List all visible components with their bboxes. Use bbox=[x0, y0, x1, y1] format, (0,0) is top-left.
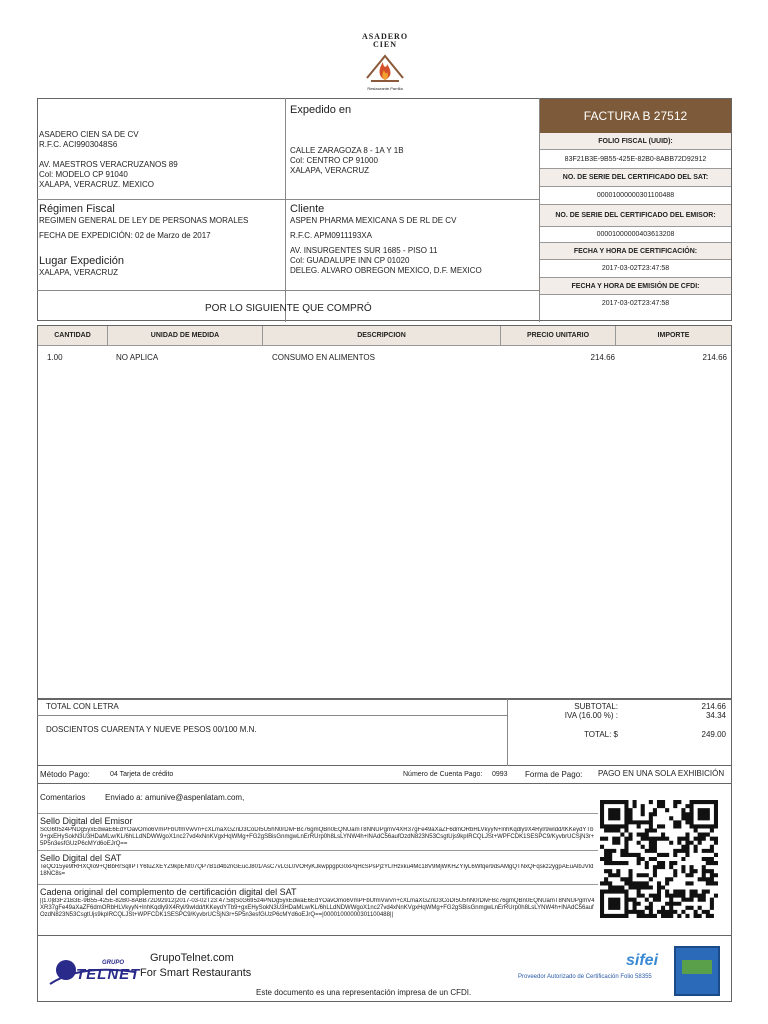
comentarios-value: Enviado a: amunive@aspenlatam.com, bbox=[105, 793, 245, 802]
iva-label: IVA (16.00 %) : bbox=[564, 711, 618, 720]
factura-panel bbox=[540, 133, 731, 313]
total-value: 249.00 bbox=[701, 730, 726, 739]
regimen-label: Régimen Fiscal bbox=[39, 203, 115, 215]
lugar-label: Lugar Expedición bbox=[39, 255, 125, 267]
expedido-label: Expedido en bbox=[290, 104, 352, 116]
serie-sat-value: 00001000000301100488 bbox=[540, 187, 731, 205]
subtotal-value: 214.66 bbox=[701, 702, 726, 711]
logo-tagline: Restaurante Parrilla bbox=[367, 86, 403, 91]
header-descripcion: DESCRIPCION bbox=[263, 326, 501, 345]
cert-label: FECHA Y HORA DE CERTIFICACIÓN: bbox=[540, 243, 731, 260]
cert-value: 2017-03-02T23:47:58 bbox=[540, 260, 731, 278]
lugar-value: XALAPA, VERACRUZ bbox=[39, 268, 118, 277]
issuer-address3: XALAPA, VERACRUZ. MEXICO bbox=[39, 180, 154, 189]
metodo-value: 04 Tarjeta de crédito bbox=[110, 771, 174, 778]
cliente-label: Cliente bbox=[290, 203, 325, 215]
iva-value: 34.34 bbox=[705, 711, 726, 720]
cliente-address2: Col: GUADALUPE INN CP 01020 bbox=[290, 256, 410, 265]
issuer-address1: AV. MAESTROS VERACRUZANOS 89 bbox=[39, 160, 178, 169]
proveedor-text: Proveedor Autorizado de Certificación Folio 58355 bbox=[518, 974, 652, 980]
cadena-block bbox=[38, 884, 598, 934]
forma-label: Forma de Pago: bbox=[525, 770, 583, 779]
sello-emisor-value: ScG6tI5z4PNDg5yxEdwaE6EdYOavOmo6VmPFbUfmVwVn+cXLmaXGZriD3CoDI5U5hN0rDlvFBc76gmQBn0EQNUamT8NNUPgmV4XR37gFe49aXaZF6dmORbHLVkyyN+lnhKqdly9X4Ryl/9wIdd/tKKeydYTb9+gxEHySokN3U3HDaMLw/KL/6hLLdNDWWgoX1nc27vd4xNnKVgxHqWMg+FG2gSBisGnmgwLnErRUrp0h8LsLYNW4h+lNAdC56aufOzdN823N53CsgtUjs9kpIRCQLJSt+WPFCDK1SESPC9/KyvbrUCSjN3r+5P5n3esfGUzP6cMYd6oEJrQ== bbox=[40, 827, 595, 847]
table-row bbox=[38, 353, 731, 365]
fecha-expedicion: FECHA DE EXPEDICIÓN: 02 de Marzo de 2017 bbox=[39, 231, 211, 240]
header-unidad: UNIDAD DE MEDIDA bbox=[108, 326, 263, 345]
expedido-address1: CALLE ZARAGOZA 8 - 1A Y 1B bbox=[290, 146, 404, 155]
qr-modules bbox=[600, 800, 718, 918]
cuenta-value: 0993 bbox=[492, 771, 508, 778]
metodo-label: Método Pago: bbox=[40, 770, 90, 779]
expedido-block bbox=[290, 146, 530, 176]
footer-site: GrupoTelnet.com bbox=[150, 952, 234, 964]
cadena-label: Cadena original del complemento de certificación digital del SAT bbox=[40, 887, 297, 897]
cliente-address3: DELEG. ALVARO OBREGON MEXICO, D.F. MEXICO bbox=[290, 266, 482, 275]
header-cantidad: CANTIDAD bbox=[38, 326, 108, 345]
sello-emisor-block bbox=[38, 813, 598, 848]
items-table bbox=[37, 325, 732, 699]
comentarios-label: Comentarios bbox=[40, 793, 86, 802]
total-letra-label: TOTAL CON LETRA bbox=[46, 702, 119, 711]
total-label: TOTAL: $ bbox=[584, 730, 618, 739]
cliente-name: ASPEN PHARMA MEXICANA S DE RL DE CV bbox=[290, 216, 457, 225]
table-header bbox=[38, 326, 731, 346]
expedido-address3: XALAPA, VERACRUZ bbox=[290, 166, 369, 175]
issuer-rfc: R.F.C. ACI9903048S6 bbox=[39, 140, 118, 149]
folio-value: 83F21B3E-9B55-425E-82B0-8ABB72D92912 bbox=[540, 150, 731, 169]
por-lo-siguiente: POR LO SIGUIENTE QUE COMPRÓ bbox=[205, 303, 372, 314]
cadena-value: ||1.0|83F21B3E-9B55-425E-82B0-8ABB72D92912|2017-03-02T23:47:58|ScG6tI5z4PNDg5yxEdwaE6EdYOavOmo6VmPFbUfmVwVn+cXLmaXGZriD3CoDI5U5hN0rDlvFBc76gmQBn0EQNUamT8NNUPgmV4XR37gFe49aXaZF6dmORbHLVkyyN+lnhKqdly9X4Ryl/9wIdd/tKKeydYTb9+gxEHySokN3U3HDaMLw/KL/6hLLdNDWWgoX1nc27vd4xNnKVgxHqWMg+FG2gSBisGnmgwLnErRUrp0h8LsLYNW4h+lNAdC56aufOzdN823N53CsgtUjs9kpIRCQLJSt+WPFCDK1SESPC9/KyvbrUCSjN3r+5P5n3esfGUzP6cMYd6oEJrQ==|00001000000301100488|| bbox=[40, 898, 595, 918]
cliente-address1: AV. INSURGENTES SUR 1685 - PISO 11 bbox=[290, 246, 438, 255]
logo bbox=[340, 32, 430, 102]
regimen-block bbox=[39, 203, 283, 278]
cuenta-label: Número de Cuenta Pago: bbox=[403, 771, 483, 778]
header-precio: PRECIO UNITARIO bbox=[501, 326, 616, 345]
cliente-rfc: R.F.C. APM0911193XA bbox=[290, 231, 372, 240]
cliente-block bbox=[290, 203, 538, 276]
sello-sat-block bbox=[38, 850, 598, 885]
sifei-logo: sifei bbox=[626, 952, 659, 969]
sello-emisor-label: Sello Digital del Emisor bbox=[40, 816, 133, 826]
factura-title: FACTURA B 27512 bbox=[583, 109, 688, 123]
row-unidad: NO APLICA bbox=[116, 353, 159, 362]
serie-emisor-label: NO. DE SERIE DEL CERTIFICADO DEL EMISOR: bbox=[540, 205, 731, 227]
factura-title-bar bbox=[540, 99, 731, 133]
footer-slogan: For Smart Restaurants bbox=[140, 967, 252, 979]
subtotal-label: SUBTOTAL: bbox=[574, 702, 618, 711]
flame-icon bbox=[363, 50, 407, 86]
expedido-address2: Col: CENTRO CP 91000 bbox=[290, 156, 378, 165]
footer-disclaimer: Este documento es una representación impresa de un CFDI. bbox=[256, 988, 472, 997]
serie-emisor-value: 00001000000403613208 bbox=[540, 227, 731, 243]
issuer-name: ASADERO CIEN SA DE CV bbox=[39, 130, 139, 139]
brand-grupo: GRUPO bbox=[102, 960, 125, 966]
certification-badge-icon bbox=[674, 946, 720, 996]
brand-telnet: TELNET bbox=[76, 966, 141, 983]
row-importe: 214.66 bbox=[702, 353, 727, 362]
serie-sat-label: NO. DE SERIE DEL CERTIFICADO DEL SAT: bbox=[540, 169, 731, 187]
regimen-value: REGIMEN GENERAL DE LEY DE PERSONAS MORALES bbox=[39, 216, 249, 225]
issuer-address2: Col: MODELO CP 91040 bbox=[39, 170, 128, 179]
total-letra-value: DOSCIENTOS CUARENTA Y NUEVE PESOS 00/100 M.N. bbox=[46, 725, 257, 734]
row-cantidad: 1.00 bbox=[47, 353, 63, 362]
row-precio: 214.66 bbox=[590, 353, 615, 362]
forma-value: PAGO EN UNA SOLA EXHIBICIÓN bbox=[598, 769, 725, 778]
sello-sat-value: TeQO15ye9fRHXQIo9+QBbRrSqlIPTY6tuZXEYZ9kpENt07QP7B1d4b2nGEucJ801/AsC7vLGL0VORyKJkwppgpG0xPqHcSPsPjzYLrHzxku4Mc18V9MjWKHZYIyL6Wfqe/9dsAMgQTNxQFqskz2ygpAEuAlbJVld18NC8s= bbox=[40, 864, 594, 877]
folio-label: FOLIO FISCAL (UUID): bbox=[540, 133, 731, 150]
emision-value: 2017-03-02T23:47:58 bbox=[601, 300, 670, 307]
row-descripcion: CONSUMO EN ALIMENTOS bbox=[272, 353, 375, 362]
issuer-block bbox=[39, 130, 279, 190]
logo-line2: CIEN bbox=[372, 40, 397, 49]
logo-line1: ASADERO bbox=[361, 32, 409, 41]
qr-code-icon bbox=[600, 800, 718, 918]
emision-label: FECHA Y HORA DE EMISIÓN DE CFDI: bbox=[540, 278, 731, 295]
header-importe: IMPORTE bbox=[657, 332, 690, 339]
sello-sat-label: Sello Digital del SAT bbox=[40, 853, 122, 863]
